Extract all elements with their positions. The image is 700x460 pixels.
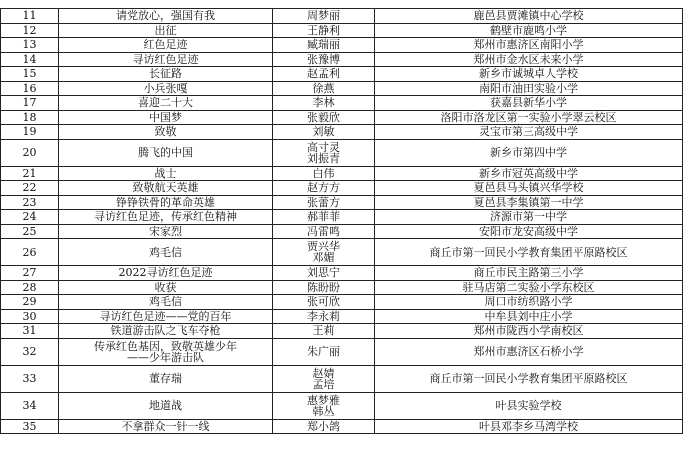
- cell-work-title-line: 小兵张嘎: [143, 81, 188, 95]
- cell-work-title-line: 不拿群众一针一线: [121, 419, 210, 433]
- cell-author-line: 孟培: [312, 377, 335, 391]
- cell-work-title-line: 致敬: [154, 125, 177, 139]
- cell-school: 南阳市油田实验小学: [375, 81, 683, 96]
- cell-number: 20: [1, 139, 59, 166]
- cell-number: 22: [1, 181, 59, 196]
- cell-work-title-line: 收获: [154, 280, 177, 294]
- cell-number: 21: [1, 166, 59, 181]
- cell-work-title-line: 董存瑞: [149, 372, 182, 385]
- cell-school: 周口市纺织路小学: [375, 295, 683, 310]
- table-row: [1, 309, 683, 324]
- cell-author-line: 贾兴华: [307, 240, 340, 253]
- cell-work-title: [59, 392, 273, 419]
- cell-work-title-line: 鸡毛信: [149, 295, 182, 309]
- cell-author-line: 高寸灵: [307, 140, 340, 154]
- cell-work-title-line: 腾飞的中国: [138, 146, 193, 159]
- cell-work-title: [59, 239, 273, 266]
- cell-work-title-line: 战士: [154, 166, 177, 180]
- cell-work-title-line: 中国梦: [149, 110, 182, 124]
- cell-number: 31: [1, 324, 59, 339]
- cell-work-title-line: 地道战: [149, 399, 182, 412]
- cell-author-line: 臧瑞丽: [307, 38, 340, 52]
- cell-work-title: [59, 81, 273, 96]
- cell-author: [273, 9, 375, 24]
- cell-author-line: 张豫博: [307, 52, 340, 66]
- cell-number: 25: [1, 224, 59, 239]
- cell-work-title: [59, 195, 273, 210]
- cell-school: 郑州市惠济区石桥小学: [375, 338, 683, 365]
- cell-number: 33: [1, 365, 59, 392]
- cell-author-line: 白伟: [312, 166, 335, 180]
- cell-work-title: [59, 139, 273, 166]
- cell-number: 23: [1, 195, 59, 210]
- cell-school: 郑州市惠济区南阳小学: [375, 38, 683, 53]
- cell-author: [273, 139, 375, 166]
- cell-number: 16: [1, 81, 59, 96]
- cell-author-line: 冯雷鸣: [307, 224, 340, 238]
- table-row: [1, 239, 683, 266]
- cell-author-line: 韩丛: [312, 404, 335, 418]
- cell-number: 14: [1, 52, 59, 67]
- cell-author: [273, 195, 375, 210]
- table-row: [1, 139, 683, 166]
- cell-number: 11: [1, 9, 59, 24]
- cell-author-line: 郑小鸽: [307, 419, 340, 433]
- cell-work-title-line: 宋家烈: [149, 224, 182, 238]
- cell-number: 29: [1, 295, 59, 310]
- cell-author-line: 赵孟利: [307, 67, 340, 81]
- cell-author: [273, 96, 375, 111]
- cell-author: [273, 67, 375, 82]
- cell-author-line: 陈盼盼: [307, 280, 340, 294]
- cell-school: 获嘉县新华小学: [375, 96, 683, 111]
- cell-number: 30: [1, 309, 59, 324]
- cell-author: [273, 392, 375, 419]
- cell-work-title: [59, 67, 273, 82]
- cell-author-line: 郝菲菲: [307, 210, 340, 224]
- table-row: [1, 38, 683, 53]
- table-row: [1, 96, 683, 111]
- cell-work-title-line: 喜迎二十大: [138, 96, 193, 110]
- cell-work-title: [59, 365, 273, 392]
- cell-school: 夏邑县李集镇第一中学: [375, 195, 683, 210]
- cell-school: 新乡市冠英高级中学: [375, 166, 683, 181]
- cell-number: 28: [1, 280, 59, 295]
- cell-work-title: [59, 338, 273, 365]
- cell-author: [273, 23, 375, 38]
- table-row: [1, 23, 683, 38]
- cell-work-title-line: 红色足迹: [143, 38, 188, 52]
- cell-school: 叶县实验学校: [375, 392, 683, 419]
- cell-school: 新乡市诚城卓人学校: [375, 67, 683, 82]
- cell-author-line: 赵婧: [312, 366, 335, 380]
- table-row: [1, 9, 683, 24]
- cell-work-title: [59, 266, 273, 281]
- cell-number: 15: [1, 67, 59, 82]
- cell-author-line: 李永莉: [307, 309, 340, 323]
- results-table-body: [1, 9, 683, 434]
- cell-author-line: 徐燕: [312, 81, 335, 95]
- table-row: [1, 392, 683, 419]
- cell-number: 26: [1, 239, 59, 266]
- cell-work-title-line: 铁道游击队之飞车夺枪: [110, 324, 221, 338]
- cell-author-line: 邓媚: [312, 251, 335, 264]
- cell-work-title: [59, 181, 273, 196]
- cell-school: 新乡市第四中学: [375, 139, 683, 166]
- table-row: [1, 166, 683, 181]
- cell-school: 郑州市金水区未来小学: [375, 52, 683, 67]
- table-row: [1, 210, 683, 225]
- cell-work-title: [59, 23, 273, 38]
- cell-work-title: [59, 224, 273, 239]
- cell-author: [273, 280, 375, 295]
- cell-author: [273, 52, 375, 67]
- table-row: [1, 295, 683, 310]
- cell-number: 12: [1, 23, 59, 38]
- cell-number: 18: [1, 110, 59, 125]
- cell-work-title: [59, 125, 273, 140]
- cell-work-title: [59, 309, 273, 324]
- table-row: [1, 125, 683, 140]
- cell-school: 中牟县刘中庄小学: [375, 309, 683, 324]
- cell-work-title-line: 寻访红色足迹，传承红色精神: [94, 210, 237, 224]
- cell-author: [273, 338, 375, 365]
- cell-work-title-line: ——少年游击队: [127, 350, 204, 364]
- cell-number: 24: [1, 210, 59, 225]
- cell-author: [273, 365, 375, 392]
- cell-number: 34: [1, 392, 59, 419]
- table-row: [1, 338, 683, 365]
- cell-work-title: [59, 166, 273, 181]
- cell-author-line: 张毅欣: [307, 110, 340, 124]
- cell-author: [273, 110, 375, 125]
- cell-work-title-line: 出征: [154, 23, 177, 37]
- cell-work-title: [59, 324, 273, 339]
- cell-work-title: [59, 419, 273, 434]
- cell-author: [273, 166, 375, 181]
- cell-school: 郑州市陇西小学南校区: [375, 324, 683, 339]
- cell-author-line: 王莉: [312, 324, 335, 338]
- cell-author-line: 王静利: [307, 23, 340, 37]
- cell-number: 27: [1, 266, 59, 281]
- cell-author: [273, 224, 375, 239]
- table-row: [1, 81, 683, 96]
- cell-number: 35: [1, 419, 59, 434]
- cell-author: [273, 309, 375, 324]
- cell-author: [273, 81, 375, 96]
- table-row: [1, 67, 683, 82]
- table-row: [1, 110, 683, 125]
- cell-author-line: 赵方方: [307, 181, 340, 195]
- table-row: [1, 181, 683, 196]
- cell-author-line: 朱广丽: [307, 345, 340, 358]
- cell-number: 19: [1, 125, 59, 140]
- cell-school: 夏邑县马头镇兴华学校: [375, 181, 683, 196]
- cell-work-title: [59, 280, 273, 295]
- results-table: [0, 8, 683, 434]
- cell-author-line: 刘振青: [307, 151, 340, 165]
- cell-author: [273, 210, 375, 225]
- cell-work-title-line: 请党放心，强国有我: [116, 9, 215, 23]
- cell-school: 商丘市第一回民小学教育集团平原路校区: [375, 239, 683, 266]
- cell-author: [273, 38, 375, 53]
- cell-work-title-line: 传承红色基因，致敬英雄少年: [94, 339, 237, 353]
- cell-number: 13: [1, 38, 59, 53]
- cell-author: [273, 181, 375, 196]
- cell-author-line: 刘敏: [312, 125, 335, 139]
- table-row: [1, 224, 683, 239]
- cell-school: 洛阳市洛龙区第一实验小学翠云校区: [375, 110, 683, 125]
- cell-school: 鹿邑县贾滩镇中心学校: [375, 9, 683, 24]
- table-row: [1, 266, 683, 281]
- cell-author: [273, 295, 375, 310]
- cell-work-title-line: 鸡毛信: [149, 245, 182, 259]
- cell-school: 鹤壁市鹿鸣小学: [375, 23, 683, 38]
- table-row: [1, 195, 683, 210]
- cell-work-title-line: 寻访红色足迹——党的百年: [99, 309, 232, 323]
- cell-author: [273, 125, 375, 140]
- table-row: [1, 365, 683, 392]
- cell-number: 32: [1, 338, 59, 365]
- cell-author: [273, 419, 375, 434]
- table-row: [1, 280, 683, 295]
- cell-author-line: 惠梦雅: [307, 393, 340, 407]
- cell-work-title: [59, 96, 273, 111]
- cell-work-title-line: 铮铮铁骨的革命英雄: [116, 195, 215, 209]
- cell-work-title: [59, 110, 273, 125]
- cell-work-title: [59, 52, 273, 67]
- cell-school: 叶县邓李乡马湾学校: [375, 419, 683, 434]
- cell-work-title: [59, 210, 273, 225]
- cell-author-line: 张可欣: [307, 295, 340, 309]
- cell-school: 商丘市第一回民小学教育集团平原路校区: [375, 365, 683, 392]
- cell-author-line: 张蕾方: [307, 195, 340, 209]
- cell-work-title: [59, 9, 273, 24]
- cell-work-title: [59, 295, 273, 310]
- cell-author: [273, 324, 375, 339]
- cell-author: [273, 266, 375, 281]
- cell-author-line: 李林: [312, 96, 335, 110]
- cell-school: 商丘市民主路第三小学: [375, 266, 683, 281]
- cell-number: 17: [1, 96, 59, 111]
- cell-author-line: 周梦丽: [307, 9, 340, 23]
- cell-work-title-line: 寻访红色足迹: [132, 52, 199, 66]
- cell-work-title-line: 2022寻访红色足迹: [118, 266, 213, 280]
- cell-school: 济源市第一中学: [375, 210, 683, 225]
- cell-school: 安阳市龙安高级中学: [375, 224, 683, 239]
- table-row: [1, 419, 683, 434]
- cell-author: [273, 239, 375, 266]
- cell-school: 灵宝市第三高级中学: [375, 125, 683, 140]
- cell-work-title-line: 致敬航天英雄: [132, 181, 199, 195]
- cell-author-line: 刘思宁: [307, 266, 340, 280]
- cell-work-title: [59, 38, 273, 53]
- table-row: [1, 324, 683, 339]
- table-row: [1, 52, 683, 67]
- cell-school: 驻马店第二实验小学东校区: [375, 280, 683, 295]
- cell-work-title-line: 长征路: [149, 67, 182, 81]
